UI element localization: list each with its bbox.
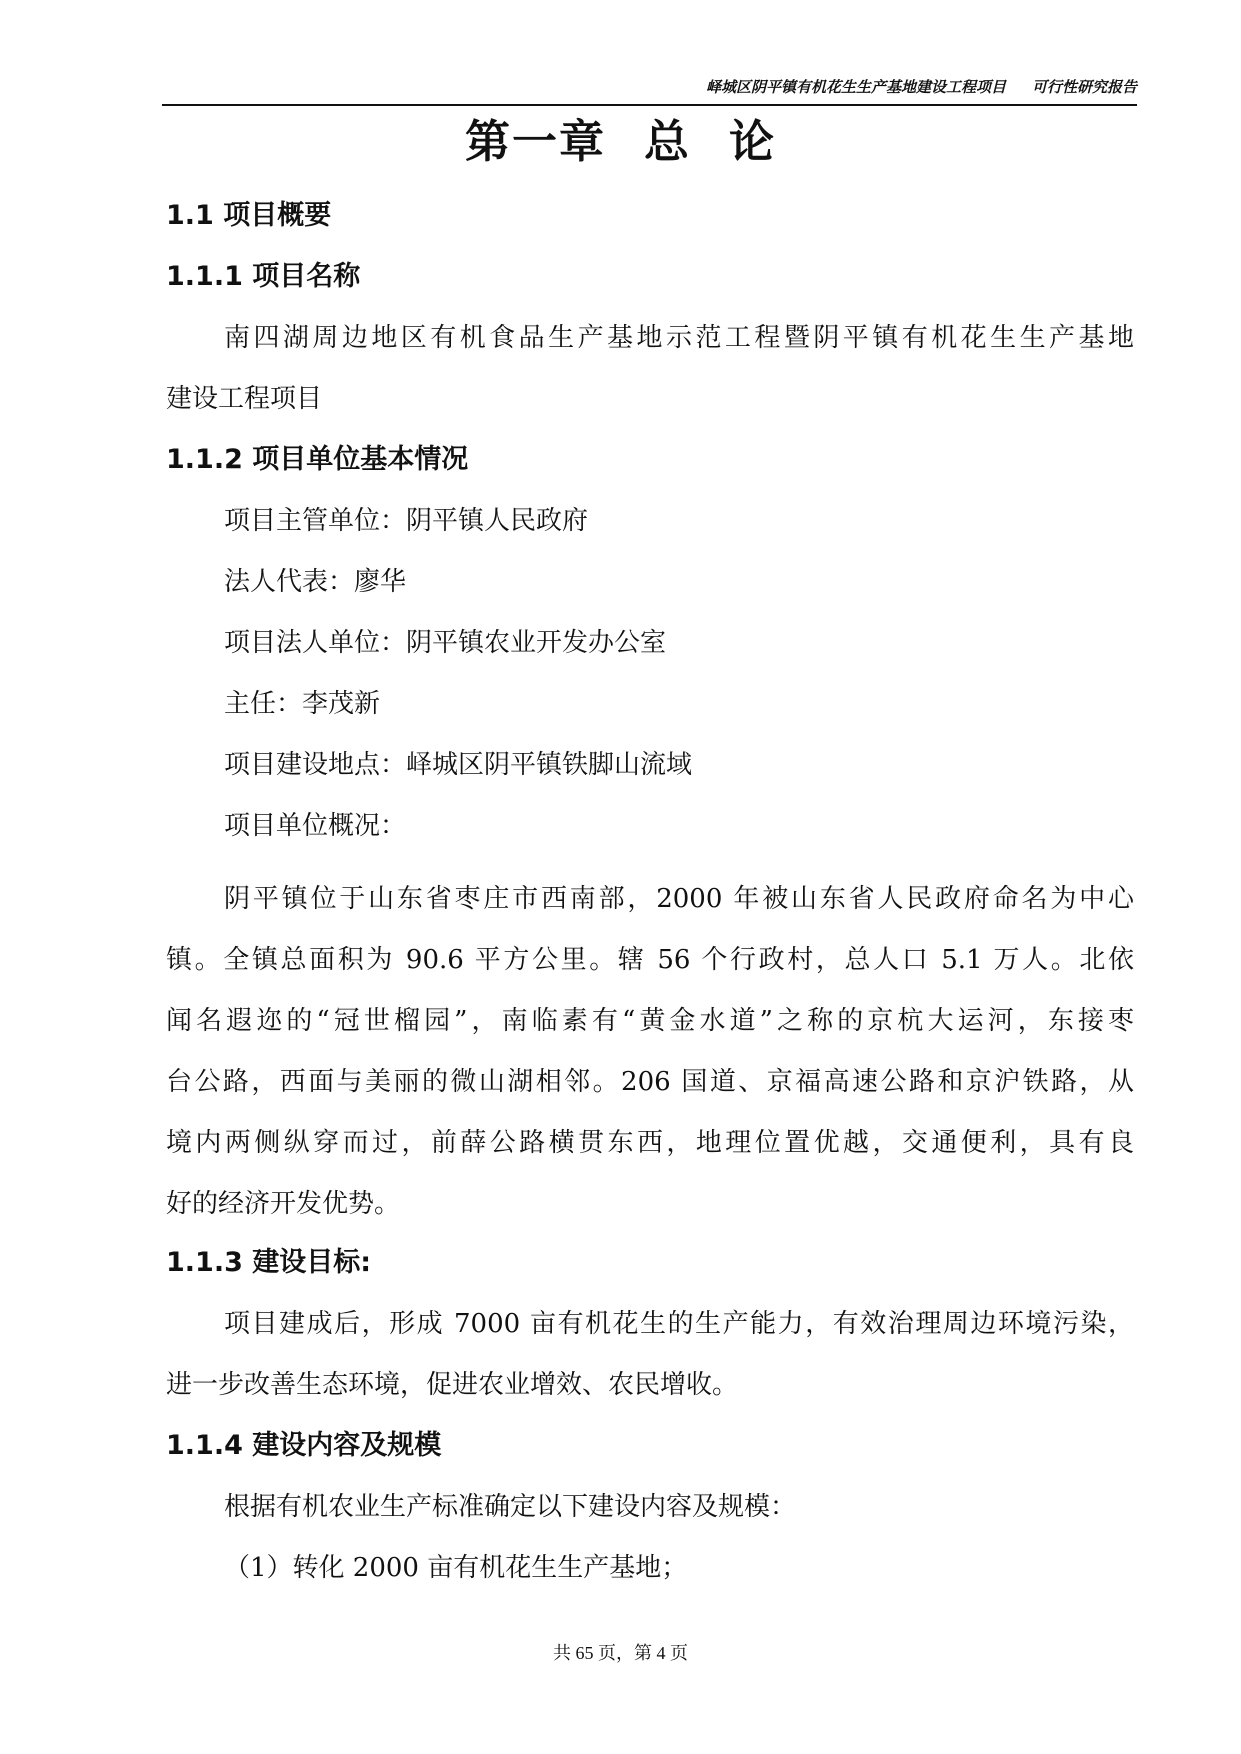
supervisor-unit: 项目主管单位：阴平镇人民政府 <box>224 506 589 536</box>
unit-overview-label: 项目单位概况： <box>224 811 407 841</box>
header-project-title: 峄城区阴平镇有机花生生产基地建设工程项目 <box>705 78 1006 96</box>
paragraph-line: 进一步改善生态环境，促进农业增效、农民增收。 <box>166 1370 739 1400</box>
legal-representative: 法人代表：廖华 <box>224 567 407 597</box>
director: 主任：李茂新 <box>224 689 381 719</box>
paragraph-line: 好的经济开发优势。 <box>166 1189 401 1219</box>
paragraph-line: 闻名遐迩的“冠世榴园”，南临素有“黄金水道”之称的京杭大运河，东接枣 <box>166 1006 1134 1036</box>
header-doc-type: 可行性研究报告 <box>1031 78 1137 96</box>
paragraph-line: 镇。全镇总面积为 90.6 平方公里。辖 56 个行政村，总人口 5.1 万人。北依 <box>166 945 1134 975</box>
chapter-title <box>0 112 1241 172</box>
project-name-paragraph <box>166 321 1134 443</box>
section-heading-1-1-1: 1.1.1 项目名称 <box>166 261 361 292</box>
goal-paragraph <box>166 1307 1134 1429</box>
paragraph-line: 台公路，西面与美丽的微山湖相邻。206 国道、京福高速公路和京沪铁路，从 <box>166 1067 1134 1097</box>
content-item-1: （1）转化 2000 亩有机花生生产基地； <box>224 1553 688 1583</box>
paragraph-line: 南四湖周边地区有机食品生产基地示范工程暨阴平镇有机花生生产基地 <box>224 323 1134 353</box>
page-footer: 共 65 页，第 4 页 <box>553 1643 688 1663</box>
paragraph-line: 阴平镇位于山东省枣庄市西南部，2000 年被山东省人民政府命名为中心 <box>224 884 1134 914</box>
paragraph-line: 境内两侧纵穿而过，前薛公路横贯东西，地理位置优越，交通便利，具有良 <box>166 1128 1134 1158</box>
section-heading-1-1: 1.1 项目概要 <box>166 200 332 231</box>
running-header <box>162 78 1137 106</box>
legal-entity-unit: 项目法人单位：阴平镇农业开发办公室 <box>224 628 667 658</box>
paragraph-line: 项目建成后，形成 7000 亩有机花生的生产能力，有效治理周边环境污染， <box>224 1309 1134 1339</box>
paragraph-line: 建设工程项目 <box>166 384 323 414</box>
content-intro: 根据有机农业生产标准确定以下建设内容及规模： <box>224 1492 797 1522</box>
unit-overview-paragraph <box>166 882 1134 1248</box>
chapter-title-char-1: 总 <box>643 115 691 168</box>
section-heading-1-1-4: 1.1.4 建设内容及规模 <box>166 1430 442 1461</box>
section-heading-1-1-2: 1.1.2 项目单位基本情况 <box>166 444 469 475</box>
construction-site: 项目建设地点：峄城区阴平镇铁脚山流域 <box>224 750 693 780</box>
chapter-number: 第一章 <box>464 115 606 168</box>
chapter-title-char-2: 论 <box>729 115 777 168</box>
section-heading-1-1-3: 1.1.3 建设目标: <box>166 1247 372 1278</box>
